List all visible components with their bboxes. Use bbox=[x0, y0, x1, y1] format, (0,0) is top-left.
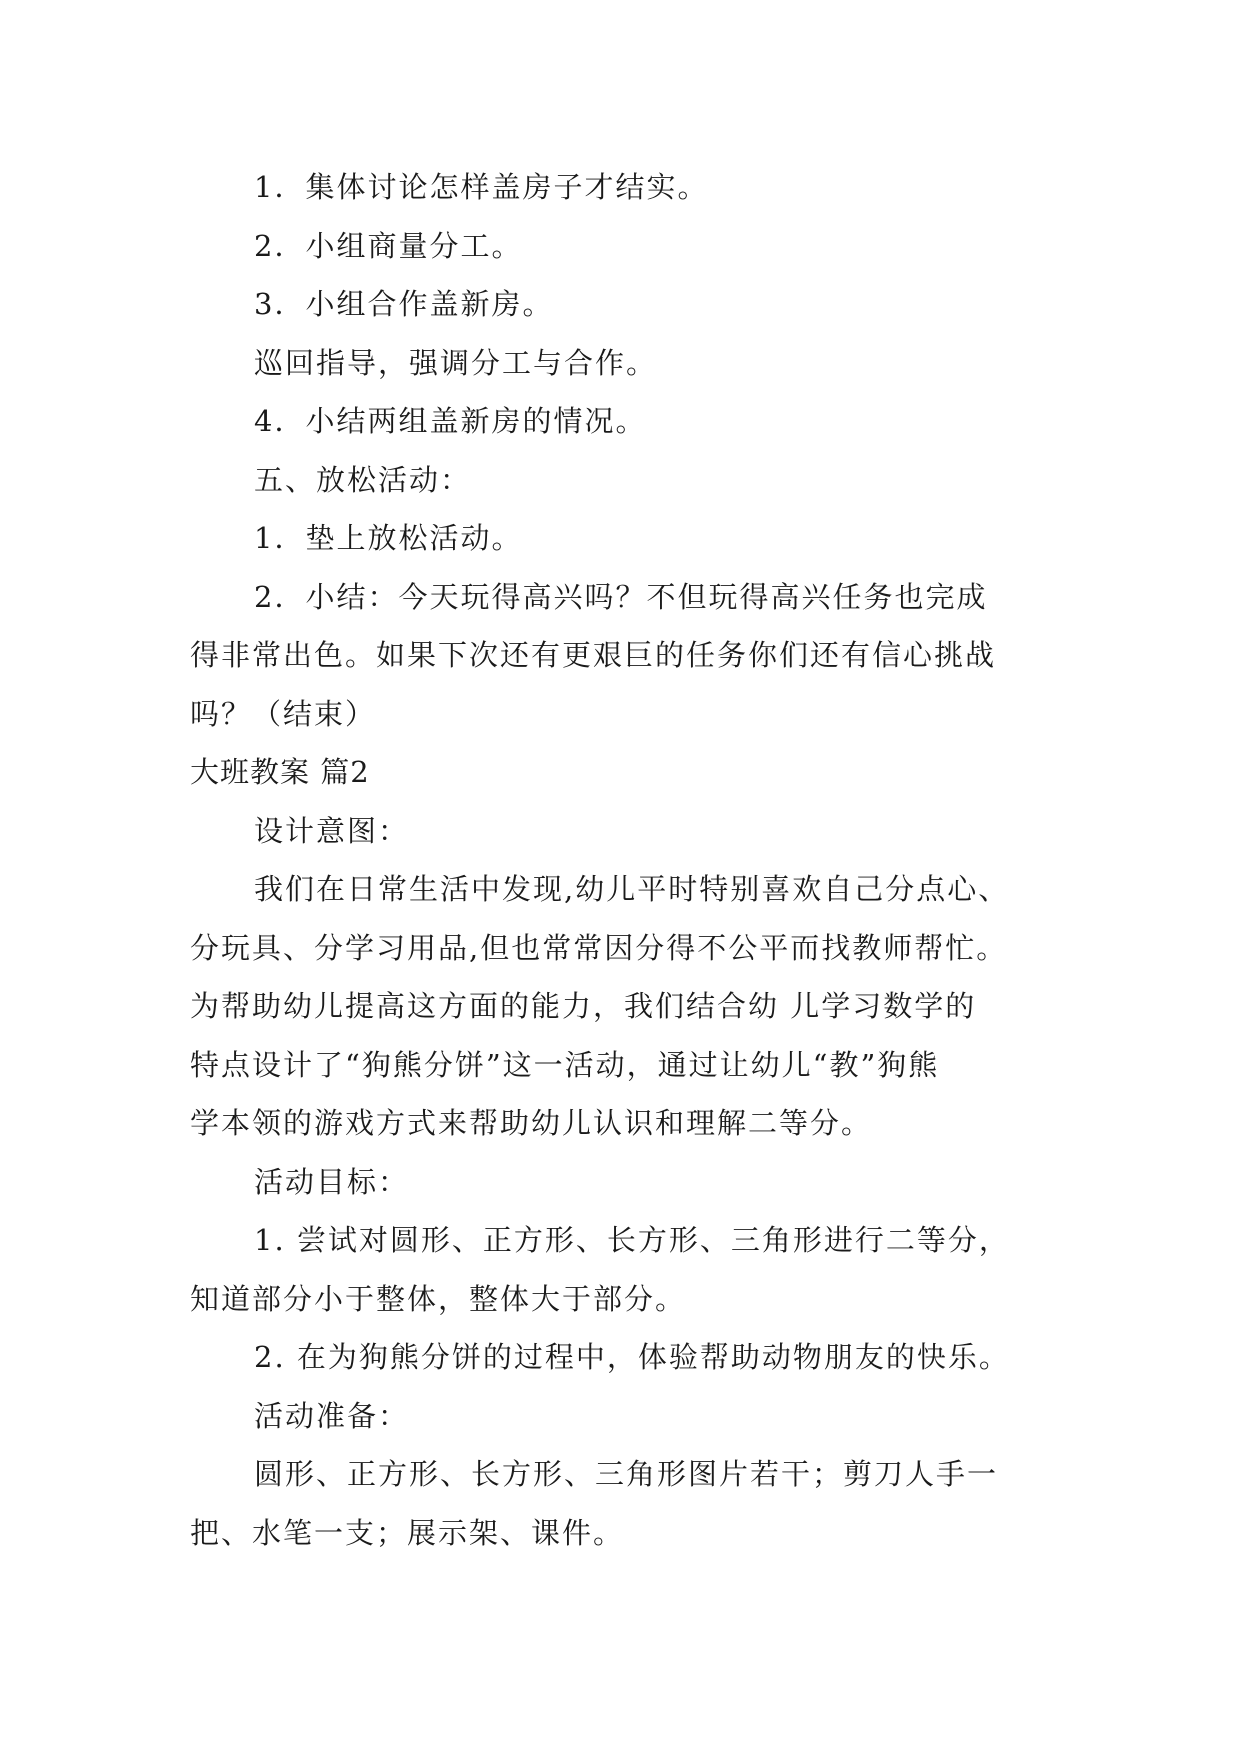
section-heading: 设计意图： bbox=[254, 813, 410, 848]
text-line: 为帮助幼儿提高这方面的能力，我们结合幼 儿学习数学的 bbox=[190, 989, 977, 1023]
text-line: 巡回指导，强调分工与合作。 bbox=[254, 345, 658, 380]
text-line: 吗？（结束） bbox=[190, 696, 377, 731]
text-line: 2．小组商量分工。 bbox=[254, 228, 523, 263]
text-line: 1. 尝试对圆形、正方形、长方形、三角形进行二等分， bbox=[254, 1223, 1010, 1257]
text-line: 2. 在为狗熊分饼的过程中，体验帮助动物朋友的快乐。 bbox=[254, 1340, 1010, 1374]
section-heading: 活动目标： bbox=[254, 1164, 410, 1199]
text-line: 得非常出色。如果下次还有更艰巨的任务你们还有信心挑战 bbox=[190, 638, 997, 672]
text-line: 2．小结：今天玩得高兴吗？不但玩得高兴任务也完成 bbox=[254, 579, 988, 614]
text-line: 学本领的游戏方式来帮助幼儿认识和理解二等分。 bbox=[190, 1106, 873, 1140]
text-line: 知道部分小于整体，整体大于部分。 bbox=[190, 1281, 687, 1316]
document-body bbox=[190, 158, 1062, 1562]
text-line: 圆形、正方形、长方形、三角形图片若干；剪刀人手一 bbox=[254, 1457, 999, 1491]
text-line: 3．小组合作盖新房。 bbox=[254, 287, 554, 321]
text-line: 把、水笔一支；展示架、课件。 bbox=[190, 1515, 625, 1550]
text-line: 4．小结两组盖新房的情况。 bbox=[254, 404, 647, 438]
text-line: 特点设计了“狗熊分饼”这一活动，通过让幼儿“教”狗熊 bbox=[190, 1047, 940, 1082]
section-heading: 活动准备： bbox=[254, 1398, 410, 1433]
text-line: 1．集体讨论怎样盖房子才结实。 bbox=[254, 170, 709, 204]
text-line: 我们在日常生活中发现,幼儿平时特别喜欢自己分点心、 bbox=[254, 872, 1010, 906]
section-heading: 五、放松活动： bbox=[254, 462, 472, 497]
lesson-title: 大班教案 篇2 bbox=[190, 755, 370, 789]
text-line: 分玩具、分学习用品,但也常常因分得不公平而找教师帮忙。 bbox=[190, 930, 1008, 965]
text-line: 1．垫上放松活动。 bbox=[254, 521, 523, 555]
